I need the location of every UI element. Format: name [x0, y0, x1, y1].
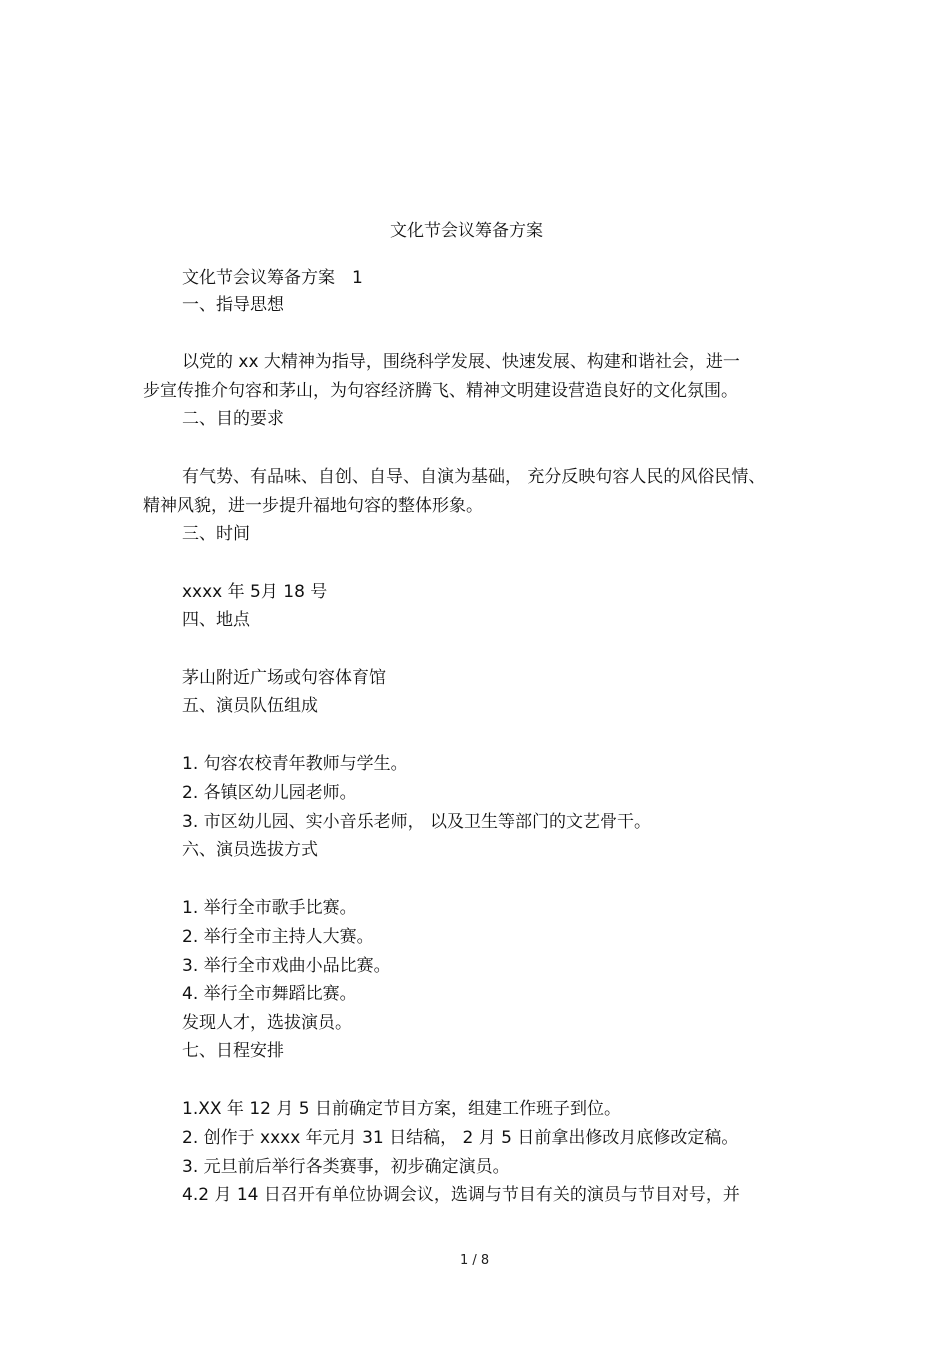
list-item: 2. 创作于 xxxx 年元月 31 日结稿， 2 月 5 日前拿出修改月底修改定稿。: [182, 1128, 739, 1148]
section-heading-5: 五、演员队伍组成: [182, 696, 318, 716]
page-number: 1 / 8: [460, 1253, 490, 1268]
section-heading-2: 二、目的要求: [182, 409, 284, 429]
section-heading-6: 六、演员选拔方式: [182, 840, 318, 860]
list-item: 发现人才，选拔演员。: [182, 1013, 352, 1033]
paragraph-line: 有气势、有品味、自创、自导、自演为基础， 充分反映句容人民的风俗民情、: [182, 467, 766, 487]
section-heading-7: 七、日程安排: [182, 1041, 284, 1061]
list-item: 3. 举行全市戏曲小品比赛。: [182, 956, 391, 976]
section-heading-1: 一、指导思想: [182, 295, 284, 315]
list-item: 4.2 月 14 日召开有单位协调会议，选调与节目有关的演员与节目对号，并: [182, 1185, 740, 1205]
list-item: 1. 句容农校青年教师与学生。: [182, 754, 408, 774]
paragraph-line: 以党的 xx 大精神为指导，围绕科学发展、快速发展、构建和谐社会，进一: [182, 352, 740, 372]
list-item: 4. 举行全市舞蹈比赛。: [182, 984, 357, 1004]
paragraph-line: xxxx 年 5月 18 号: [182, 582, 328, 602]
paragraph-line: 步宣传推介句容和茅山，为句容经济腾飞、精神文明建设营造良好的文化氛围。: [143, 381, 738, 401]
paragraph-line: 精神风貌，进一步提升福地句容的整体形象。: [143, 496, 483, 516]
list-item: 2. 举行全市主持人大赛。: [182, 927, 374, 947]
section-heading-4: 四、地点: [182, 610, 250, 630]
section-heading-3: 三、时间: [182, 524, 250, 544]
list-item: 3. 元旦前后举行各类赛事，初步确定演员。: [182, 1157, 510, 1177]
paragraph-line: 茅山附近广场或句容体育馆: [182, 668, 386, 688]
document-title: 文化节会议筹备方案: [390, 221, 543, 241]
document-subtitle: 文化节会议筹备方案 1: [182, 268, 363, 288]
list-item: 1. 举行全市歌手比赛。: [182, 898, 357, 918]
list-item: 2. 各镇区幼儿园老师。: [182, 783, 357, 803]
list-item: 1.XX 年 12 月 5 日前确定节目方案，组建工作班子到位。: [182, 1099, 621, 1119]
list-item: 3. 市区幼儿园、实小音乐老师， 以及卫生等部门的文艺骨干。: [182, 812, 652, 832]
